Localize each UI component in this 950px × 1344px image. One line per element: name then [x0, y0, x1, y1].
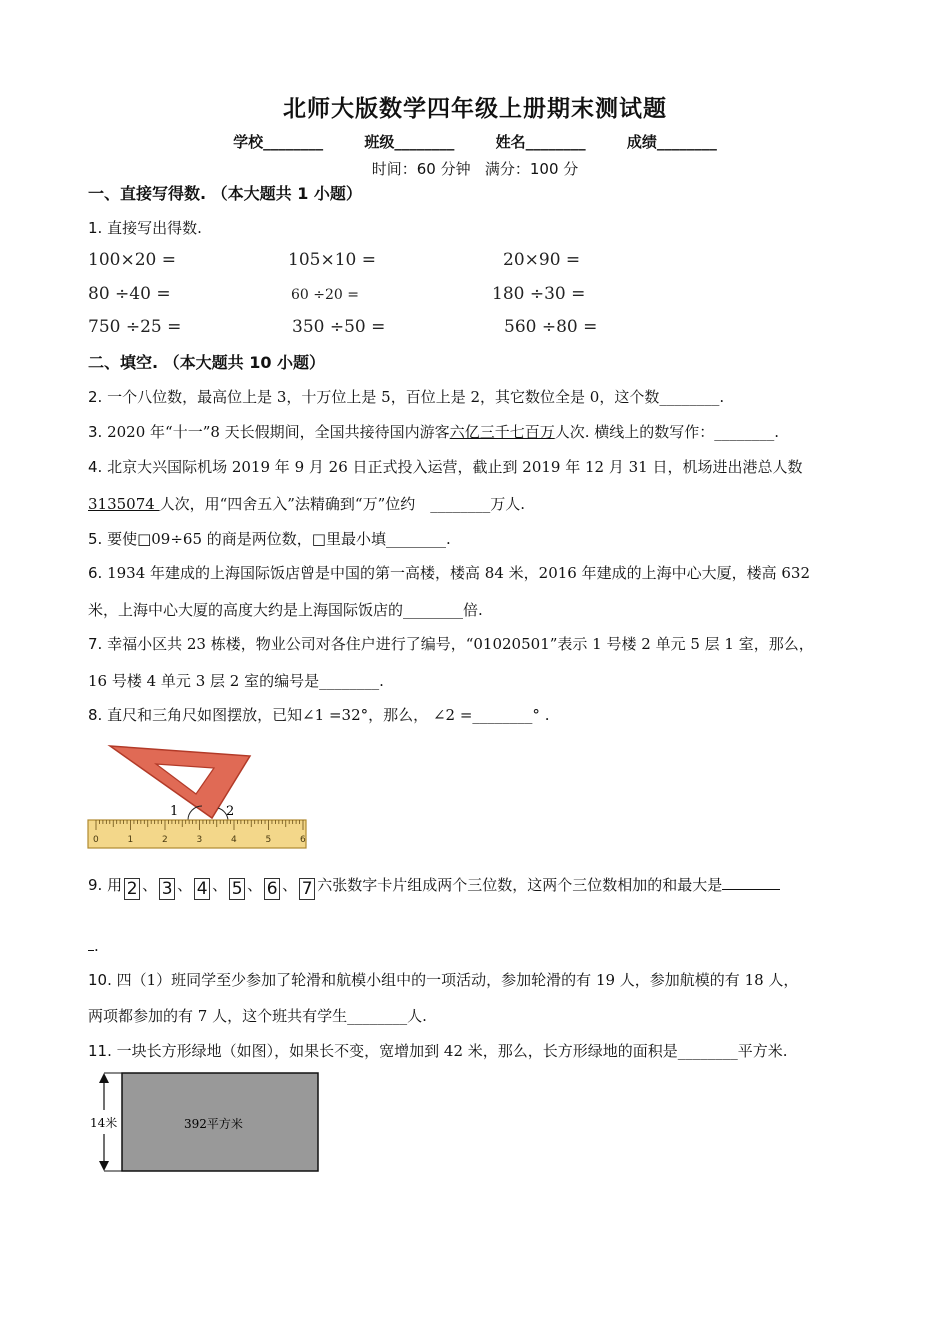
question-text: 直尺和三角尺如图摆放，已知 [107, 706, 303, 724]
question-1 [88, 217, 202, 238]
question-3 [88, 421, 779, 442]
calc-item: 60 ÷20 = [291, 287, 359, 303]
question-text-end: 人次. 横线上的数写作：________. [554, 423, 780, 441]
separator: 、 [142, 876, 158, 894]
question-number: 6. [88, 564, 103, 582]
question-6-line-2: 米，上海中心大厦的高度大约是上海国际饭店的________倍. [88, 601, 483, 619]
question-9-line-2 [88, 936, 99, 955]
question-number: 10. [88, 971, 112, 989]
arrow-up-icon [99, 1073, 109, 1083]
calc-item: 750 ÷25 = [88, 317, 182, 337]
question-7 [88, 633, 814, 654]
question-text: 用 [107, 876, 123, 894]
width-label: 14米 [90, 1116, 118, 1130]
question-text-end: . [544, 706, 550, 724]
question-text: 2020 年“十一”8 天长假期间，全国共接待国内游客 [107, 423, 450, 441]
question-5 [88, 528, 451, 549]
underlined-text: 六亿三千七百万 [449, 423, 555, 441]
question-11 [88, 1040, 788, 1061]
angle-1-given: ∠1 =32° [302, 706, 369, 724]
question-number: 4. [88, 458, 103, 476]
question-text: 直接写出得数. [107, 219, 202, 237]
question-8 [88, 704, 549, 725]
question-text-tail: . [94, 937, 99, 955]
question-text: 人次，用“四舍五入”法精确到“万”位约 ________万人. [159, 495, 526, 513]
question-text: 1934 年建成的上海国际饭店曾是中国的第一高楼，楼高 84 米，2016 年建成的上海中心大厦，楼高 632 [107, 564, 811, 582]
school-field: 学校________ [233, 133, 324, 151]
calc-item: 180 ÷30 = [492, 284, 586, 304]
ruler-tick-label: 6 [300, 835, 306, 845]
question-number: 8. [88, 706, 103, 724]
question-text: 要使□09÷65 的商是两位数，□里最小填________. [107, 530, 451, 548]
angle-2-blank: ∠2 =________° [432, 706, 540, 724]
page-title: 北师大版数学四年级上册期末测试题 [283, 96, 667, 122]
angle-1-label: 1 [170, 804, 179, 819]
separator: 、 [212, 876, 228, 894]
ruler-tick-label: 2 [162, 835, 168, 845]
question-text-mid: ，那么， [368, 706, 429, 724]
question-text: 幸福小区共 23 栋楼，物业公司对各住户进行了编号，“01020501”表示 1 号楼 2 单元 5 层 1 室，那么， [107, 635, 814, 653]
calc-item: 105×10 = [288, 250, 376, 270]
question-4 [88, 456, 802, 477]
student-info-row [0, 131, 950, 152]
number-card: 4 [194, 878, 210, 900]
calc-item: 560 ÷80 = [504, 317, 598, 337]
separator: 、 [282, 876, 298, 894]
ruler-tick-label: 3 [196, 835, 203, 845]
number-card: 2 [124, 878, 140, 900]
question-10-line-2: 两项都参加的有 7 人，这个班共有学生________人. [88, 1007, 427, 1025]
name-field: 姓名________ [495, 133, 586, 151]
number-card: 5 [229, 878, 245, 900]
underlined-number: 3135074 [88, 495, 160, 513]
separator: 、 [247, 876, 263, 894]
question-number: 1. [88, 219, 103, 237]
angle-2-label: 2 [226, 804, 235, 819]
ruler-tick-label: 0 [93, 835, 99, 845]
question-9 [88, 874, 780, 900]
question-number: 2. [88, 388, 103, 406]
ruler-tick-label: 1 [127, 835, 134, 845]
calc-item: 20×90 = [503, 250, 581, 270]
calc-item: 100×20 = [88, 250, 176, 270]
exam-meta: 时间：60 分钟 满分：100 分 [371, 160, 579, 178]
number-card: 3 [159, 878, 175, 900]
separator: 、 [177, 876, 193, 894]
section-2-title: 二、填空. （本大题共 10 小题） [88, 353, 326, 372]
ruler-triangle-figure [86, 742, 310, 852]
question-number: 7. [88, 635, 103, 653]
question-4-line-2 [88, 493, 525, 514]
question-6 [88, 562, 810, 583]
area-label: 392平方米 [184, 1117, 243, 1131]
score-field: 成绩________ [626, 133, 717, 151]
question-text: 四（1）班同学至少参加了轮滑和航模小组中的一项活动，参加轮滑的有 19 人，参加航模的有 18 人， [116, 971, 799, 989]
question-text: 北京大兴国际机场 2019 年 9 月 26 日正式投入运营，截止到 2019 年 12 月 31 日，机场进出港总人数 [107, 458, 803, 476]
class-field: 班级________ [364, 133, 455, 151]
section-1-title: 一、直接写得数. （本大题共 1 小题） [88, 184, 362, 203]
question-text: 一个八位数，最高位上是 3，十万位上是 5，百位上是 2，其它数位全是 0，这个数________. [107, 388, 725, 406]
calc-item: 80 ÷40 = [88, 284, 171, 304]
question-number: 9. [88, 876, 103, 894]
ruler-tick-label: 4 [231, 835, 237, 845]
arrow-down-icon [99, 1161, 109, 1171]
rectangle-figure [86, 1068, 322, 1174]
number-card: 7 [299, 878, 315, 900]
question-2 [88, 386, 724, 407]
calc-item: 350 ÷50 = [292, 317, 386, 337]
question-number: 5. [88, 530, 103, 548]
question-7-line-2: 16 号楼 4 单元 3 层 2 室的编号是________. [88, 672, 384, 690]
question-number: 11. [88, 1042, 112, 1060]
answer-blank [722, 875, 780, 890]
question-text: 一块长方形绿地（如图），如果长不变，宽增加到 42 米，那么，长方形绿地的面积是________平方米. [116, 1042, 788, 1060]
ruler-tick-label: 5 [265, 835, 272, 845]
question-number: 3. [88, 423, 103, 441]
number-card: 6 [264, 878, 280, 900]
question-text-end: 六张数字卡片组成两个三位数，这两个三位数相加的和最大是 [317, 876, 723, 894]
question-10 [88, 969, 798, 990]
